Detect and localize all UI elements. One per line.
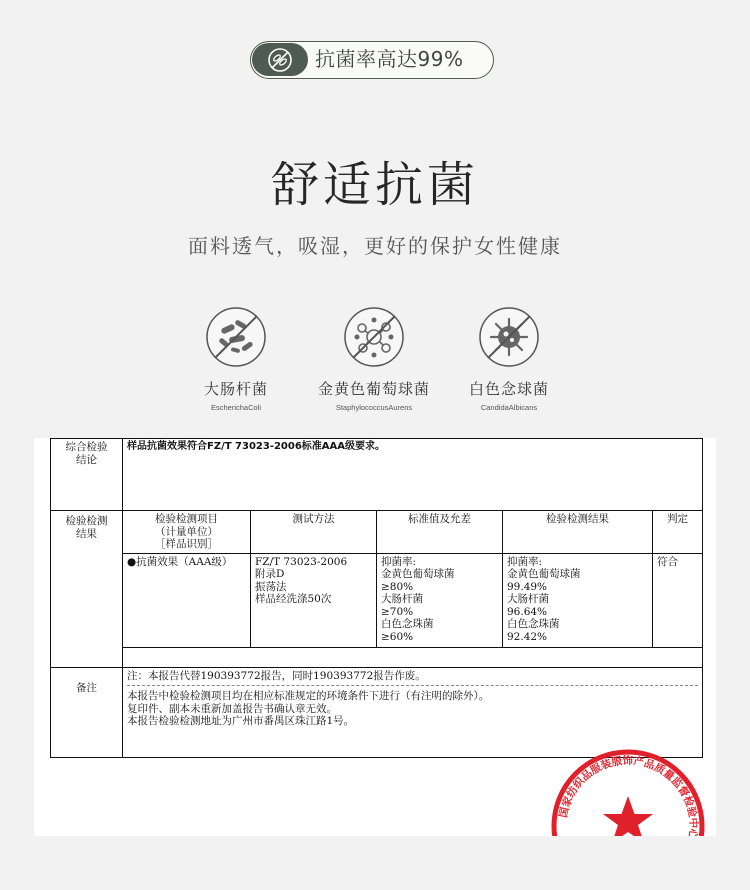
conclusion-label: 综合检验 结论 <box>51 439 123 511</box>
star-icon <box>603 796 653 836</box>
cell-verdict: 符合 <box>653 553 703 647</box>
bacteria-latin-name: EscherichaColi <box>210 403 262 412</box>
note-line: 本报告中检验检测项目均在相应标准规定的环境条件下进行（有注明的除外）。 <box>127 690 490 702</box>
candida-icon <box>478 306 540 368</box>
notes-label: 备注 <box>51 667 123 757</box>
bacteria-name: 大肠杆菌 <box>203 380 268 398</box>
bacteria-item-candida <box>429 306 589 412</box>
bacteria-item-escherichia-coli <box>156 306 316 412</box>
badge-label: 抗菌率高达99% <box>315 47 464 71</box>
staphylococcus-icon <box>343 306 405 368</box>
notes-cell <box>123 667 703 757</box>
column-header-item: 检验检测项目 （计量单位） ［样品识别］ <box>123 511 251 554</box>
escherichia-coli-icon <box>205 306 267 368</box>
column-header-result: 检验检测结果 <box>503 511 653 554</box>
column-header-verdict: 判定 <box>653 511 703 554</box>
page-title: 舒适抗菌 <box>270 157 479 213</box>
cell-standard-value: 抑菌率: 金黄色葡萄球菌 ≥80% 大肠杆菌 ≥70% 白色念珠菌 ≥60% <box>377 553 503 647</box>
cell-test-item: ●抗菌效果（AAA级） <box>123 553 251 647</box>
bacteria-latin-name: CandidaAlbicans <box>480 403 538 412</box>
stamp-text: 国家纺织品服装服饰产品质量监督检验中心(广州) <box>557 754 700 872</box>
test-report-sheet <box>34 438 716 872</box>
bacteria-latin-name: StaphylococcusAurens <box>335 403 413 412</box>
column-header-standard: 标准值及允差 <box>377 511 503 554</box>
cell-test-method: FZ/T 73023-2006 附录D 振荡法 样品经洗涤50次 <box>251 553 377 647</box>
antibacterial-rate-badge <box>250 41 494 79</box>
conclusion-text: 样品抗菌效果符合FZ/T 73023-2006标准AAA级要求。 <box>123 439 703 511</box>
note-line: 本报告检验检测地址为广州市番禺区珠江路1号。 <box>127 715 355 727</box>
note-line: 注：本报告代替190393772报告，同时190393772报告作废。 <box>127 670 698 687</box>
bacteria-name: 白色念球菌 <box>468 380 549 398</box>
bacteria-icon <box>252 43 308 76</box>
bacteria-name: 金黄色葡萄球菌 <box>317 380 430 398</box>
empty-row <box>123 647 703 667</box>
official-seal-stamp <box>548 746 708 872</box>
test-report-table <box>50 438 703 758</box>
page-subtitle: 面料透气，吸湿，更好的保护女性健康 <box>188 234 562 258</box>
column-header-method: 测试方法 <box>251 511 377 554</box>
note-line: 复印件、副本未重新加盖报告书确认章无效。 <box>127 702 337 715</box>
cell-test-result: 抑菌率: 金黄色葡萄球菌 99.49% 大肠杆菌 96.64% 白色念珠菌 92.42% <box>503 553 653 647</box>
results-label: 检验检测 结果 <box>51 511 123 668</box>
